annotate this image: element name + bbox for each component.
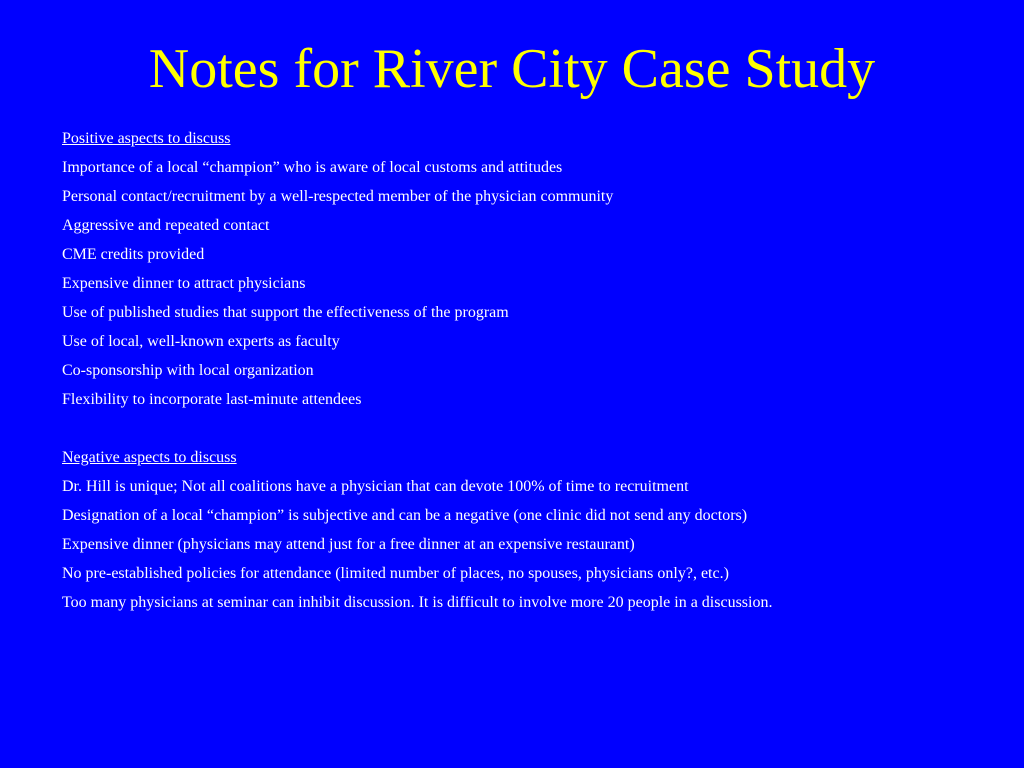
- positive-item: Personal contact/recruitment by a well-respected member of the physician community: [62, 188, 614, 205]
- negative-item: Too many physicians at seminar can inhibit discussion. It is difficult to involve more 20 people in a discussion.: [62, 594, 773, 611]
- positive-heading: Positive aspects to discuss: [62, 130, 231, 147]
- positive-item: Expensive dinner to attract physicians: [62, 275, 306, 292]
- negative-item: Designation of a local “champion” is subjective and can be a negative (one clinic did not send any doctors): [62, 507, 748, 524]
- positive-item: Use of local, well-known experts as faculty: [62, 333, 340, 350]
- positive-item: CME credits provided: [62, 246, 205, 263]
- positive-item: Importance of a local “champion” who is aware of local customs and attitudes: [62, 159, 563, 176]
- positive-item: Co-sponsorship with local organization: [62, 362, 314, 379]
- section-spacer: [62, 414, 1002, 443]
- slide-body: [62, 124, 1002, 617]
- slide-title: Notes for River City Case Study: [148, 38, 876, 100]
- negative-item: Expensive dinner (physicians may attend just for a free dinner at an expensive restaurant): [62, 536, 635, 553]
- negative-item: Dr. Hill is unique; Not all coalitions have a physician that can devote 100% of time to recruitment: [62, 478, 689, 495]
- positive-item: Aggressive and repeated contact: [62, 217, 270, 234]
- positive-item: Flexibility to incorporate last-minute attendees: [62, 391, 362, 408]
- negative-item: No pre-established policies for attendance (limited number of places, no spouses, physicians only?, etc.): [62, 565, 729, 582]
- positive-section: [62, 124, 1002, 414]
- positive-item: Use of published studies that support the effectiveness of the program: [62, 304, 509, 321]
- negative-section: [62, 443, 1002, 617]
- negative-heading: Negative aspects to discuss: [62, 449, 237, 466]
